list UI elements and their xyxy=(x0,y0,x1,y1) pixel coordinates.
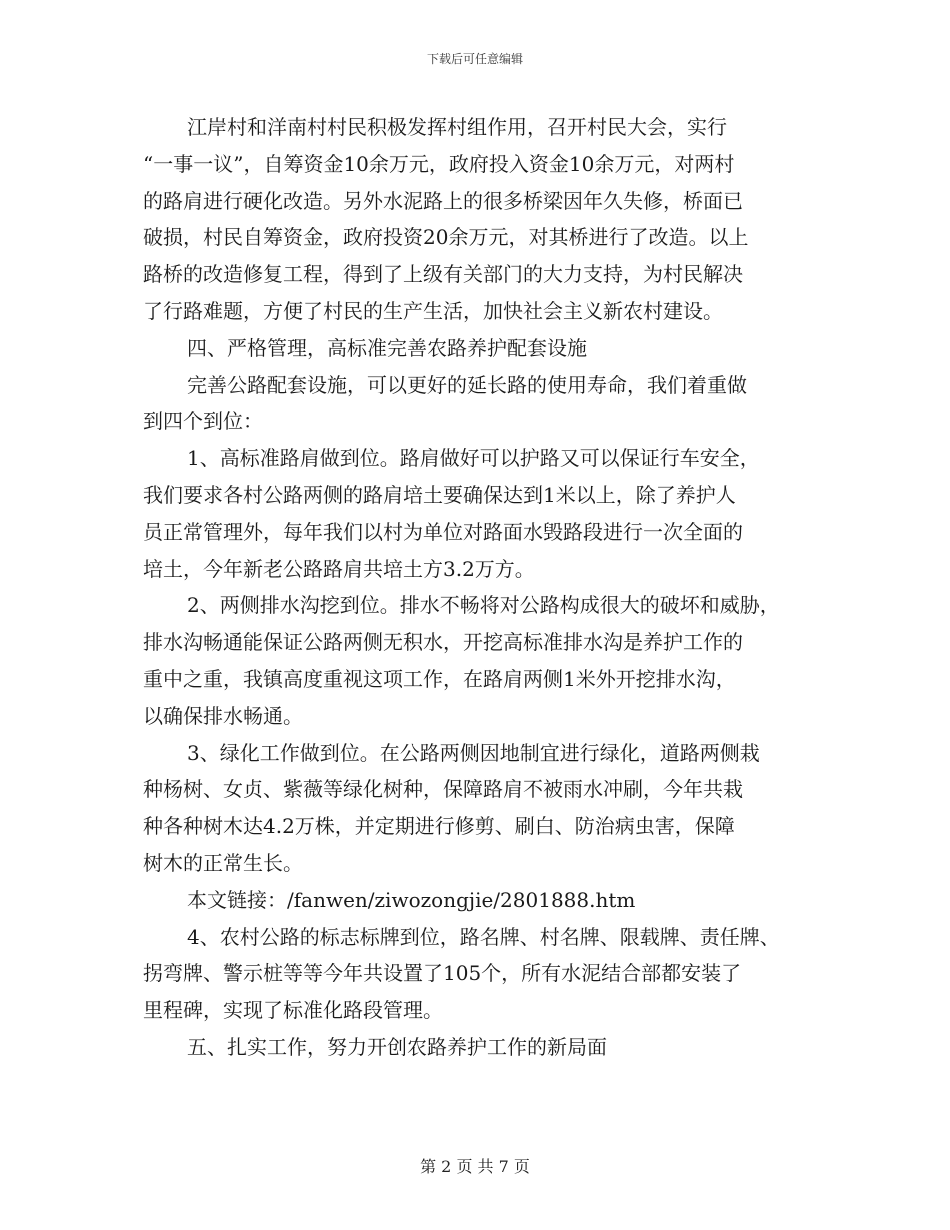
paragraph-first-line: 本文链接：/fanwen/ziwozongjie/2801888.htm xyxy=(187,887,636,912)
paragraph-line: 树木的正常生长。 xyxy=(143,850,303,875)
paragraph-line: 重中之重，我镇高度重视这项工作，在路肩两侧1米外开挖排水沟， xyxy=(143,666,736,691)
paragraph-line: 种各种树木达4.2万株，并定期进行修剪、刷白、防治病虫害，保障 xyxy=(143,814,735,839)
paragraph-first-line: 3、绿化工作做到位。在公路两侧因地制宜进行绿化，道路两侧栽 xyxy=(187,740,760,765)
paragraph-first-line: 五、扎实工作，努力开创农路养护工作的新局面 xyxy=(187,1034,607,1059)
page-number: 第 2 页 共 7 页 xyxy=(420,1157,530,1176)
paragraph-line: 员正常管理外，每年我们以村为单位对路面水毁路段进行一次全面的 xyxy=(143,519,743,544)
paragraph-line: 排水沟畅通能保证公路两侧无积水，开挖高标准排水沟是养护工作的 xyxy=(143,630,743,655)
paragraph-first-line: 江岸村和洋南村村民积极发挥村组作用，召开村民大会，实行 xyxy=(187,115,727,139)
paragraph-first-line: 四、严格管理，高标准完善农路养护配套设施 xyxy=(187,335,587,360)
page-header-note: 下载后可任意编辑 xyxy=(426,52,523,66)
paragraph-line: 到四个到位： xyxy=(143,409,263,434)
paragraph-line: 路桥的改造修复工程，得到了上级有关部门的大力支持，为村民解决 xyxy=(143,262,743,287)
paragraph-first-line: 4、农村公路的标志标牌到位，路名牌、村名牌、限载牌、责任牌、 xyxy=(187,924,780,949)
paragraph-line: 的路肩进行硬化改造。另外水泥路上的很多桥梁因年久失修，桥面已 xyxy=(143,188,743,213)
paragraph-line: 了行路难题，方便了村民的生产生活，加快社会主义新农村建设。 xyxy=(143,298,723,323)
document-body xyxy=(143,109,823,1066)
paragraph-line: 里程碑，实现了标准化路段管理。 xyxy=(143,998,443,1023)
paragraph-first-line: 完善公路配套设施，可以更好的延长路的使用寿命，我们着重做 xyxy=(187,372,747,397)
paragraph-first-line: 2、两侧排水沟挖到位。排水不畅将对公路构成很大的破坏和威胁， xyxy=(187,593,780,618)
paragraph-line: 种杨树、女贞、紫薇等绿化树种，保障路肩不被雨水冲刷，今年共栽 xyxy=(143,777,743,802)
paragraph-line: 以确保排水畅通。 xyxy=(143,703,303,728)
paragraph-first-line: 1、高标准路肩做到位。路肩做好可以护路又可以保证行车安全， xyxy=(187,446,760,471)
paragraph-line: 破损，村民自筹资金，政府投资20余万元，对其桥进行了改造。以上 xyxy=(143,225,749,250)
paragraph-line: 我们要求各村公路两侧的路肩培土要确保达到1米以上，除了养护人 xyxy=(143,482,736,507)
paragraph-line: “一事一议”，自筹资金10余万元，政府投入资金10余万元，对两村 xyxy=(143,151,735,176)
paragraph-line: 培土，今年新老公路路肩共培土方3.2万方。 xyxy=(143,556,535,581)
paragraph-line: 拐弯牌、警示桩等等今年共设置了105个，所有水泥结合部都安装了 xyxy=(143,961,742,986)
